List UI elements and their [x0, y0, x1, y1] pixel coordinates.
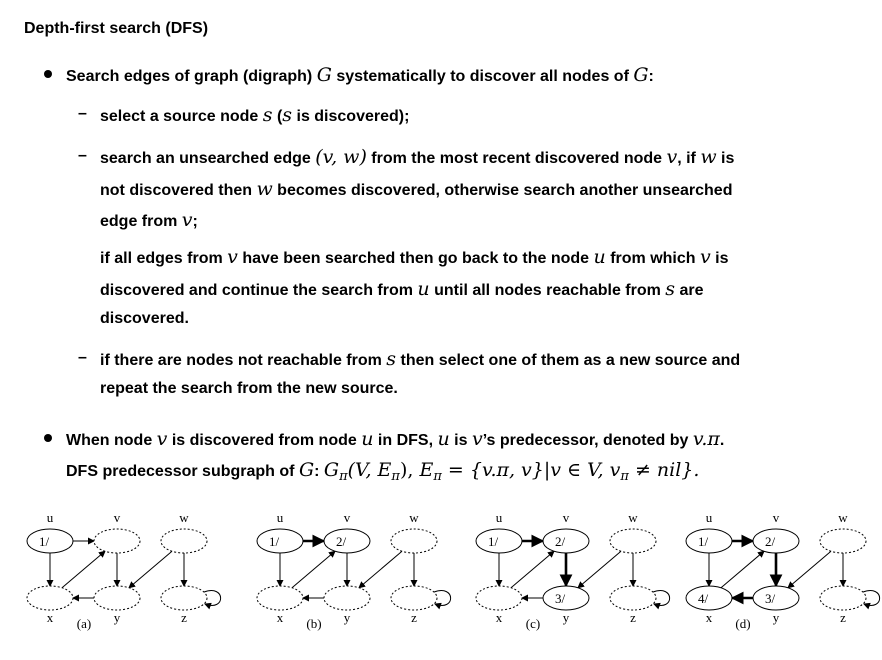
node-label-x: x	[276, 610, 284, 625]
dfs-figure-3	[476, 510, 670, 631]
node-z	[391, 586, 437, 610]
node-label-z: z	[840, 610, 846, 625]
node-label-z: z	[630, 610, 636, 625]
edge-w-y	[788, 551, 831, 588]
node-w	[161, 529, 207, 553]
edge-x-v	[511, 551, 554, 588]
node-y	[753, 586, 799, 610]
node-z	[820, 586, 866, 610]
node-y	[324, 586, 370, 610]
figure-caption: (d)	[735, 616, 751, 631]
node-v	[324, 529, 370, 553]
node-label-u: u	[46, 510, 54, 525]
node-mark-v: 2/	[554, 534, 566, 549]
node-x	[27, 586, 73, 610]
edge-w-y	[129, 551, 172, 588]
dash-2-line-4: if all edges from v have been searched then go back to the node u from which v is	[100, 246, 729, 268]
bullet-1-line: Search edges of graph (digraph) G systematically to discover all nodes of G:	[66, 64, 654, 86]
edge-x-v	[62, 551, 105, 588]
node-mark-u: 1/	[697, 534, 709, 549]
node-mark-y: 3/	[554, 591, 566, 606]
node-label-y: y	[772, 610, 780, 625]
node-v	[753, 529, 799, 553]
node-u	[686, 529, 732, 553]
node-label-y: y	[343, 610, 351, 625]
bullet-dot	[44, 434, 52, 442]
node-label-u: u	[705, 510, 713, 525]
node-u	[27, 529, 73, 553]
node-y	[543, 586, 589, 610]
node-v	[94, 529, 140, 553]
dash-2-line-5: discovered and continue the search from u until all nodes reachable from s are	[100, 278, 704, 300]
dash-3-line-2: repeat the search from the new source.	[100, 380, 398, 397]
dfs-figure-1	[27, 510, 221, 631]
node-label-x: x	[46, 610, 54, 625]
node-x	[257, 586, 303, 610]
node-w	[820, 529, 866, 553]
dfs-figure-4	[686, 510, 880, 631]
node-label-v: v	[562, 510, 570, 525]
edge-w-y	[359, 551, 402, 588]
dash-2-line-3: edge from v;	[100, 209, 198, 231]
dash-2-line-1: search an unsearched edge (v, w) from the most recent discovered node v, if w is	[100, 146, 735, 168]
node-mark-u: 1/	[38, 534, 50, 549]
node-x	[686, 586, 732, 610]
dash-2-line-2: not discovered then w becomes discovered, otherwise search another unsearched	[100, 178, 733, 200]
node-label-v: v	[343, 510, 351, 525]
node-mark-x: 4/	[697, 591, 709, 606]
bullet-2-line-1: When node v is discovered from node u in DFS, u is v’s predecessor, denoted by v.π.	[66, 428, 725, 450]
node-v	[543, 529, 589, 553]
node-u	[476, 529, 522, 553]
section-title: Depth-first search (DFS)	[24, 20, 209, 37]
node-mark-v: 2/	[335, 534, 347, 549]
figure-caption: (a)	[76, 616, 92, 631]
node-z	[161, 586, 207, 610]
edge-x-v	[292, 551, 335, 588]
node-label-v: v	[772, 510, 780, 525]
node-label-v: v	[113, 510, 121, 525]
node-label-w: w	[409, 510, 419, 525]
dash-2-line-6: discovered.	[100, 310, 189, 327]
node-mark-y: 3/	[764, 591, 776, 606]
node-w	[610, 529, 656, 553]
dfs-figure-2	[257, 510, 451, 631]
edge-x-v	[721, 551, 764, 588]
dash-1-line: select a source node s (s is discovered);	[100, 104, 410, 126]
node-label-w: w	[628, 510, 638, 525]
figure-caption: (c)	[525, 616, 541, 631]
node-mark-v: 2/	[764, 534, 776, 549]
node-label-z: z	[181, 610, 187, 625]
bullet-dot	[44, 70, 52, 78]
figure-caption: (b)	[306, 616, 322, 631]
node-u	[257, 529, 303, 553]
node-label-u: u	[495, 510, 503, 525]
node-label-w: w	[179, 510, 189, 525]
node-y	[94, 586, 140, 610]
node-label-x: x	[705, 610, 713, 625]
node-label-w: w	[838, 510, 848, 525]
node-label-u: u	[276, 510, 284, 525]
node-mark-u: 1/	[487, 534, 499, 549]
node-label-z: z	[411, 610, 417, 625]
dfs-figures	[0, 500, 882, 660]
dash-marker: –	[78, 349, 87, 366]
node-mark-u: 1/	[268, 534, 280, 549]
node-label-y: y	[562, 610, 570, 625]
node-label-x: x	[495, 610, 503, 625]
bullet-2-line-2: DFS predecessor subgraph of G: $G_\pi(V$, $E_\pi$), $E_\pi = \{v.\pi$, v}|v ∈ V, $v_\pi \ne nil$}.	[66, 459, 700, 485]
node-label-y: y	[113, 610, 121, 625]
edge-w-y	[578, 551, 621, 588]
node-z	[610, 586, 656, 610]
dash-marker: –	[78, 105, 87, 122]
dash-marker: –	[78, 147, 87, 164]
node-w	[391, 529, 437, 553]
node-x	[476, 586, 522, 610]
dash-3-line-1: if there are nodes not reachable from s then select one of them as a new source and	[100, 348, 741, 370]
